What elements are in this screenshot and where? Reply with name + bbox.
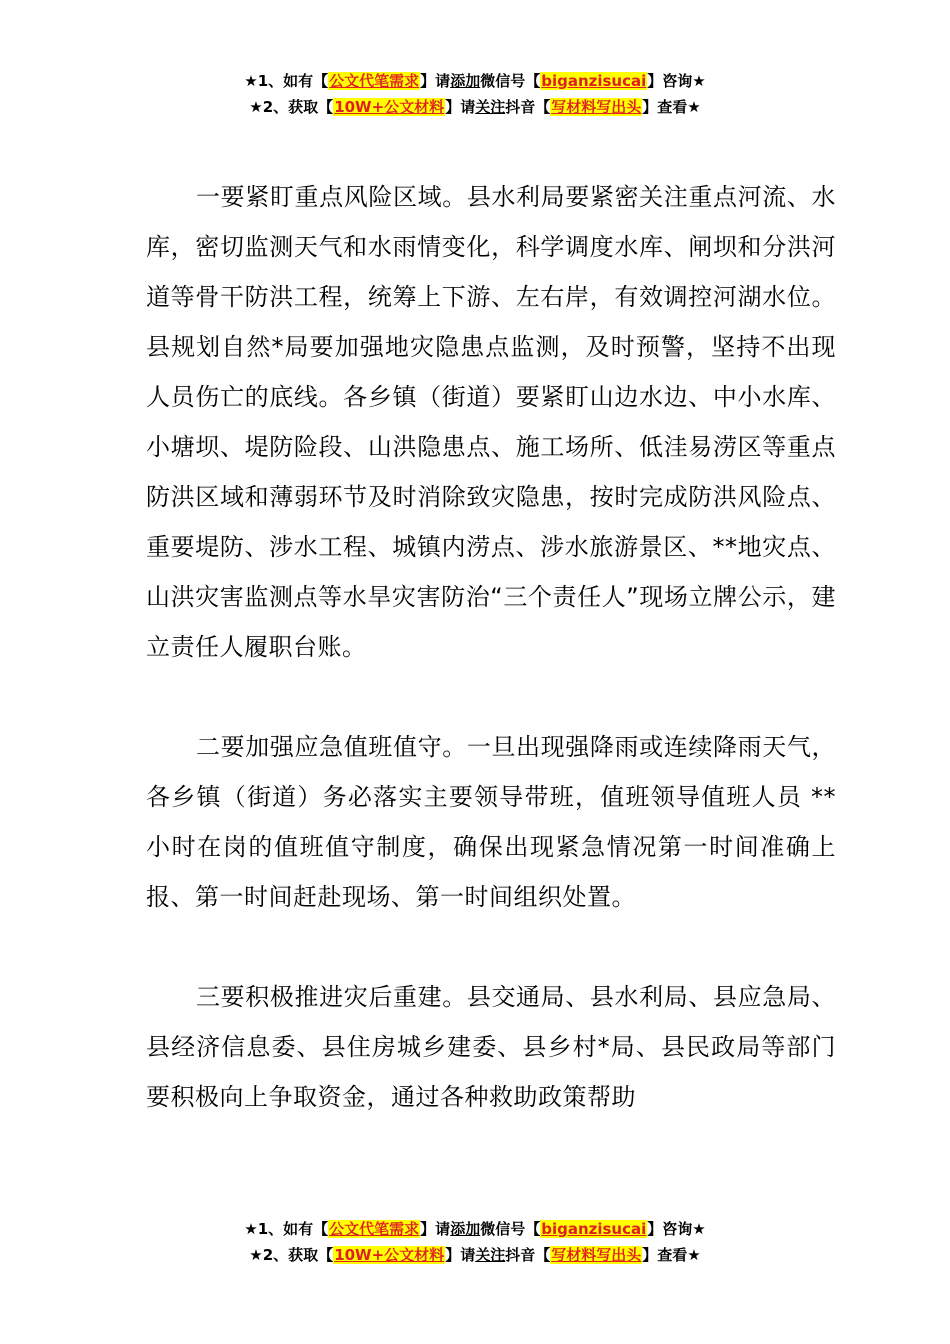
footer-line-2-text: 】请 (445, 1246, 476, 1264)
header-line-1-underlined: 添加 (450, 72, 481, 90)
footer-line-2-underlined: 关注 (475, 1246, 506, 1264)
header-line-1-highlight-wechat: biganzisucai (541, 72, 647, 90)
footer-line-1-text: 】请 (420, 1220, 451, 1238)
paragraph-emergency-duty: 二要加强应急值班值守。一旦出现强降雨或连续降雨天气，各乡镇（街道）务必落实主要领导带班，值班领导值班人员 ** 小时在岗的值班值守制度，确保出现紧急情况第一时间准确上报、第一时间赶赴现场、第一时间组织处置。 (146, 733, 836, 911)
header-line-1-text: 】请 (420, 72, 451, 90)
footer-line-1-highlight-wechat: biganzisucai (541, 1220, 647, 1238)
header-line-2-prefix: ★2、获取【 (249, 98, 334, 116)
footer-line-1-underlined: 添加 (450, 1220, 481, 1238)
footer-line-2-suffix: 】查看★ (642, 1246, 701, 1264)
footer-line-2-highlight-douyin: 写材料写出头 (551, 1246, 642, 1264)
header-line-2-highlight-materials: 10W+公文材料 (334, 98, 445, 116)
footer-line-2 (0, 1242, 950, 1268)
header-line-2-highlight-douyin: 写材料写出头 (551, 98, 642, 116)
paragraph-reconstruction: 三要积极推进灾后重建。县交通局、县水利局、县应急局、县经济信息委、县住房城乡建委、县乡村*局、县民政局等部门要积极向上争取资金，通过各种救助政策帮助 (146, 983, 836, 1111)
paragraph-risk-areas: 一要紧盯重点风险区域。县水利局要紧密关注重点河流、水库，密切监测天气和水雨情变化，科学调度水库、闸坝和分洪河道等骨干防洪工程，统筹上下游、左右岸，有效调控河湖水位。县规划自然*局要加强地灾隐患点监测，及时预警，坚持不出现人员伤亡的底线。各乡镇（街道）要紧盯山边水边、中小水库、小塘坝、堤防险段、山洪隐患点、施工场所、低洼易涝区等重点防洪区域和薄弱环节及时消除致灾隐患，按时完成防洪风险点、重要堤防、涉水工程、城镇内涝点、涉水旅游景区、**地灾点、山洪灾害监测点等水旱灾害防治“三个责任人”现场立牌公示，建立责任人履职台账。 (146, 183, 836, 661)
footer-line-2-text-2: 抖音【 (505, 1246, 551, 1264)
header-line-1-suffix: 】咨询★ (647, 72, 706, 90)
header-line-1-prefix: ★1、如有【 (244, 72, 329, 90)
header-line-2-suffix: 】查看★ (642, 98, 701, 116)
footer-line-2-highlight-materials: 10W+公文材料 (334, 1246, 445, 1264)
footer-line-1-text-2: 微信号【 (480, 1220, 541, 1238)
document-body (146, 172, 836, 1122)
header-line-1-text-2: 微信号【 (480, 72, 541, 90)
footer-line-1 (0, 1216, 950, 1242)
header-line-1-highlight-service: 公文代笔需求 (329, 72, 420, 90)
header-line-2-text-2: 抖音【 (505, 98, 551, 116)
header-line-2-text: 】请 (445, 98, 476, 116)
header-line-2-underlined: 关注 (475, 98, 506, 116)
footer-banner (0, 1216, 950, 1268)
footer-line-2-prefix: ★2、获取【 (249, 1246, 334, 1264)
header-line-1 (0, 68, 950, 94)
header-line-2 (0, 94, 950, 120)
footer-line-1-prefix: ★1、如有【 (244, 1220, 329, 1238)
footer-line-1-suffix: 】咨询★ (647, 1220, 706, 1238)
footer-line-1-highlight-service: 公文代笔需求 (329, 1220, 420, 1238)
header-banner (0, 68, 950, 120)
